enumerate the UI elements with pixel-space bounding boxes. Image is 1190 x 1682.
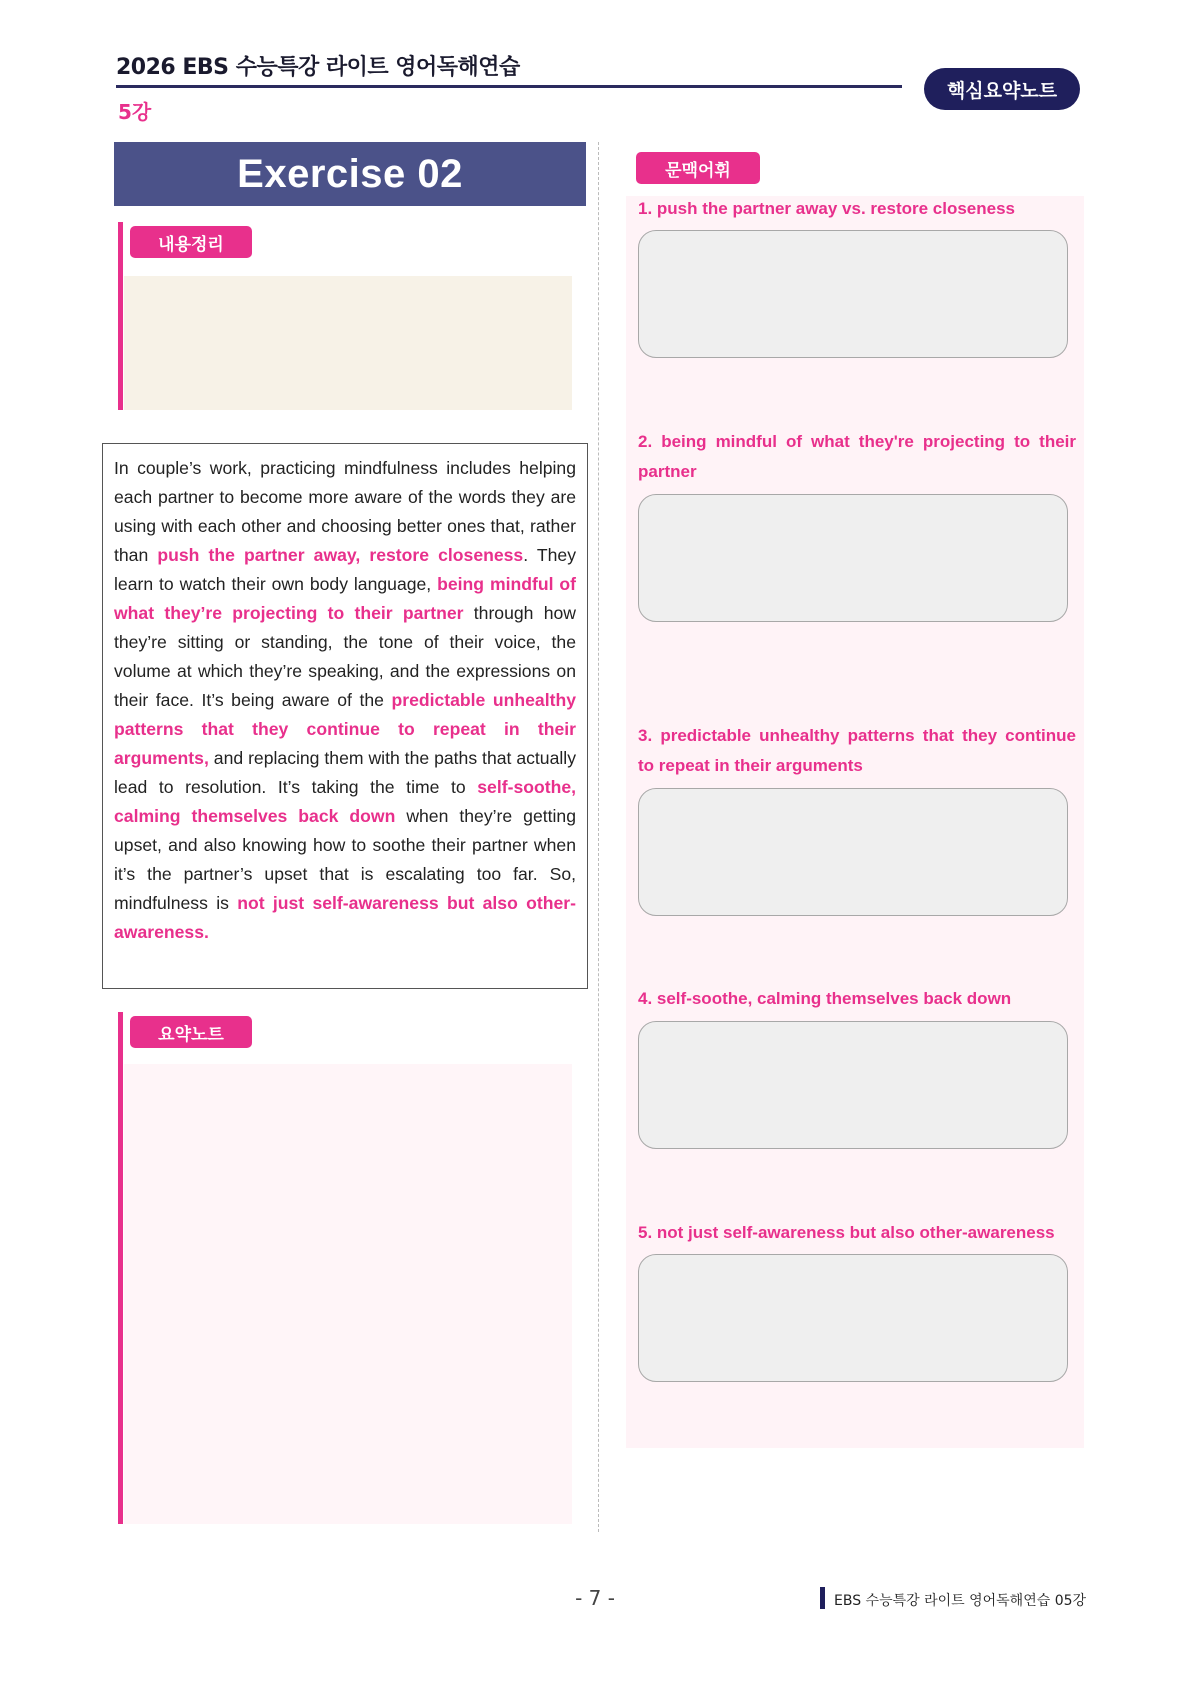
lesson-number: 5강 (118, 100, 152, 124)
reading-passage (102, 443, 588, 989)
header-divider (116, 85, 902, 88)
highlighted-phrase: predictable unhealthy patterns that they continue to repeat in their arguments, (114, 690, 576, 768)
passage-text: In couple’s work, practicing mindfulness includes helping each partner to become more aware of the words they are using with each other and choosing better ones that, rather than (114, 458, 576, 565)
footer-accent-bar (820, 1587, 825, 1609)
notes-section-bar (118, 1012, 123, 1524)
summary-label: 내용정리 (130, 226, 252, 258)
summary-writing-area[interactable] (124, 276, 572, 410)
answer-box-2[interactable] (638, 494, 1068, 622)
vocab-item-4: 4. self-soothe, calming themselves back down (638, 989, 1012, 1008)
document-title: 2026 EBS 수능특강 라이트 영어독해연습 (116, 55, 520, 80)
answer-box-5[interactable] (638, 1254, 1068, 1382)
footer-book-title: EBS 수능특강 라이트 영어독해연습 05강 (834, 1593, 1087, 1609)
answer-box-4[interactable] (638, 1021, 1068, 1149)
section-badge: 핵심요약노트 (924, 68, 1080, 110)
page-number: - 7 - (575, 1586, 615, 1610)
answer-box-1[interactable] (638, 230, 1068, 358)
passage-text: . They learn to watch their own body language, (114, 545, 576, 594)
vocab-label: 문맥어휘 (636, 152, 760, 184)
highlighted-phrase: being mindful of what they’re projecting to their partner (114, 574, 576, 623)
column-divider (598, 142, 599, 1532)
summary-section-bar (118, 222, 123, 410)
exercise-title: Exercise 02 (114, 142, 586, 206)
vocab-item-2: 2. being mindful of what they're projecting to their partner (638, 432, 1076, 481)
vocab-item-5: 5. not just self-awareness but also other-awareness (638, 1223, 1055, 1242)
highlighted-phrase: push the partner away, restore closeness (157, 545, 524, 565)
passage-text: through how they’re sitting or standing, the tone of their voice, the volume at which they’re speaking, and the expressions on their face. It’s being aware of the (114, 603, 576, 710)
passage-text: and replacing them with the paths that actually lead to resolution. It’s taking the time to (114, 748, 576, 797)
highlighted-phrase: self-soothe, calming themselves back down (114, 777, 576, 826)
vocab-item-3: 3. predictable unhealthy patterns that they continue to repeat in their arguments (638, 726, 1076, 775)
notes-writing-area[interactable] (124, 1064, 572, 1524)
highlighted-phrase: not just self-awareness but also other-awareness. (114, 893, 576, 942)
passage-text: when they’re getting upset, and also knowing how to soothe their partner when it’s the partner’s upset that is escalating too far. So, mindfulness is (114, 806, 576, 913)
answer-box-3[interactable] (638, 788, 1068, 916)
notes-label: 요약노트 (130, 1016, 252, 1048)
vocab-item-1: 1. push the partner away vs. restore closeness (638, 199, 1015, 218)
